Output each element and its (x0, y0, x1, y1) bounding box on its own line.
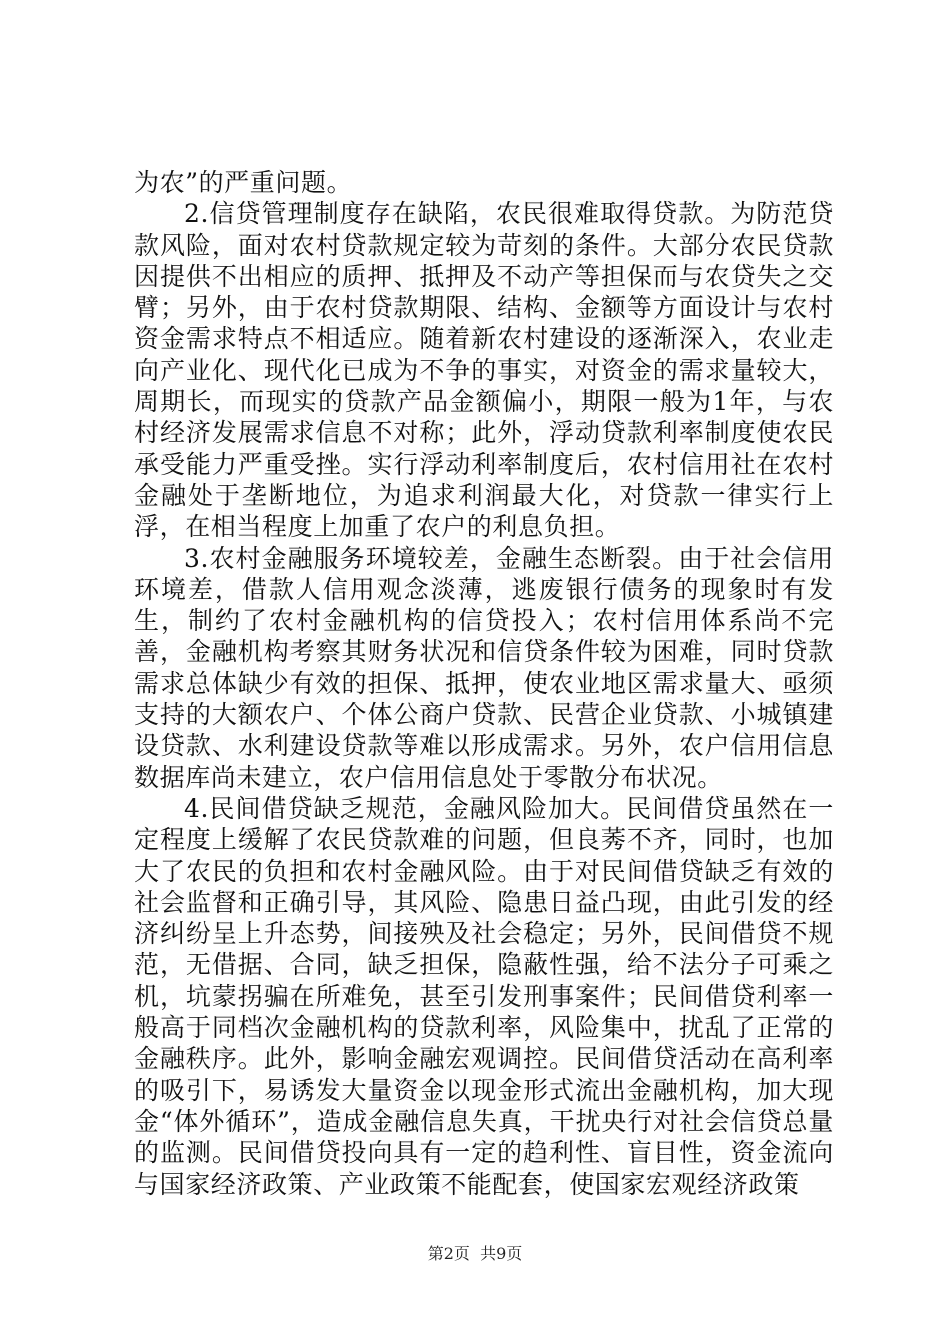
paragraph-service-environment: 3.农村金融服务环境较差，金融生态断裂。由于社会信用环境差，借款人信用观念淡薄，逃废银行债务的现象时有发生，制约了农村金融机构的信贷投入；农村信用体系尚不完善，金融机构考察其财务状况和信贷条件较为困难，同时贷款需求总体缺少有效的担保、抵押，使农业地区需求量大、亟须支持的大额农户、个体公商户贷款、民营企业贷款、小城镇建设贷款、水利建设贷款等难以形成需求。另外，农户信用信息数据库尚未建立，农户信用信息处于零散分布状况。 (134, 543, 834, 792)
document-body (134, 167, 834, 1200)
paragraph-continuation: 为农”的严重问题。 (134, 168, 353, 197)
page-number-footer: 第2页 共9页 (427, 1244, 523, 1263)
paragraph-credit-management: 2.信贷管理制度存在缺陷，农民很难取得贷款。为防范贷款风险，面对农村贷款规定较为苛刻的条件。大部分农民贷款因提供不出相应的质押、抵押及不动产等担保而与农贷失之交臂；另外，由于农村贷款期限、结构、金额等方面设计与农村资金需求特点不相适应。随着新农村建设的逐渐深入，农业走向产业化、现代化已成为不争的事实，对资金的需求量较大，周期长，而现实的贷款产品金额偏小，期限一般为1年，与农村经济发展需求信息不对称；此外，浮动贷款利率制度使农民承受能力严重受挫。实行浮动利率制度后，农村信用社在农村金融处于垄断地位，为追求利润最大化，对贷款一律实行上浮，在相当程度上加重了农户的利息负担。 (134, 199, 834, 542)
paragraph-private-lending: 4.民间借贷缺乏规范，金融风险加大。民间借贷虽然在一定程度上缓解了农民贷款难的问题，但良莠不齐，同时，也加大了农民的负担和农村金融风险。由于对民间借贷缺乏有效的社会监督和正确引导，其风险、隐患日益凸现，由此引发的经济纠纷呈上升态势，间接殃及社会稳定；另外，民间借贷不规范，无借据、合同，缺乏担保，隐蔽性强，给不法分子可乘之机，坑蒙拐骗在所难免，甚至引发刑事案件；民间借贷利率一般高于同档次金融机构的贷款利率，风险集中，扰乱了正常的金融秩序。此外，影响金融宏观调控。民间借贷活动在高利率的吸引下，易诱发大量资金以现金形式流出金融机构，加大现金“体外循环”，造成金融信息失真，干扰央行对社会信贷总量的监测。民间借贷投向具有一定的趋利性、盲目性，资金流向与国家经济政策、产业政策不能配套，使国家宏观经济政策 (134, 793, 834, 1199)
